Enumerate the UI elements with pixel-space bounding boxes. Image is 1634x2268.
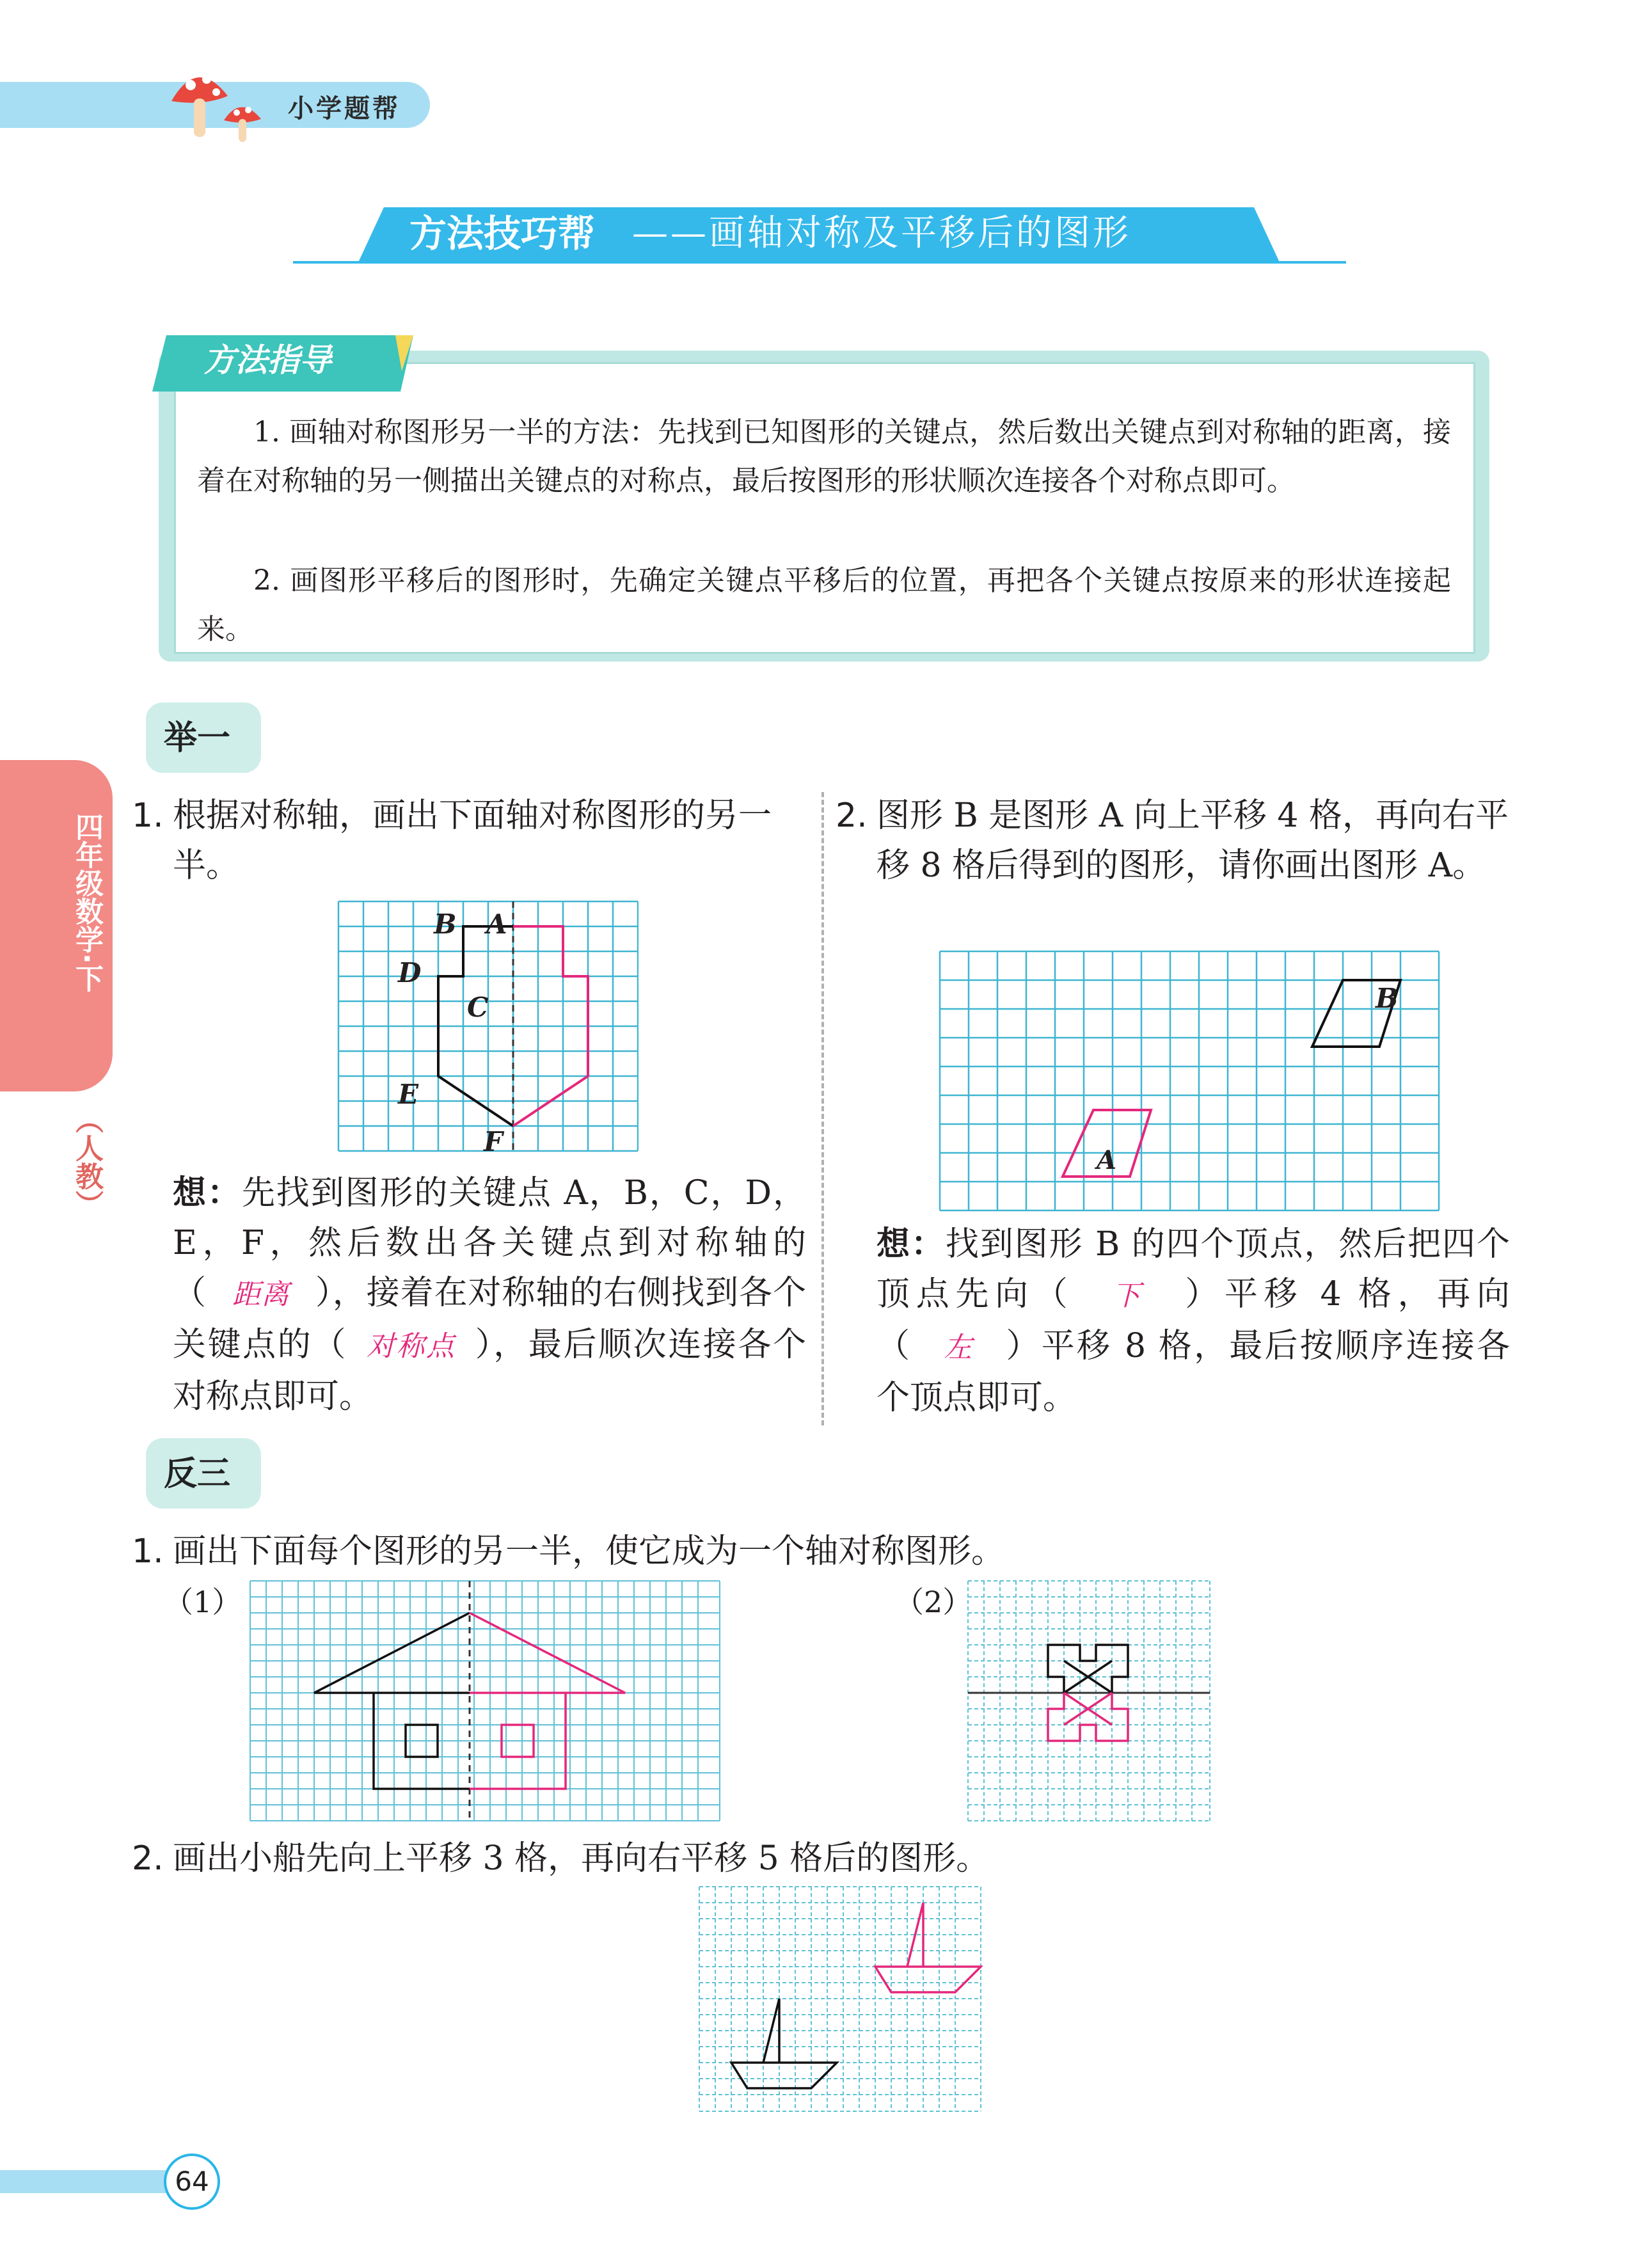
practice-butterfly-figure	[966, 1579, 1212, 1823]
practice-label: 反三	[164, 1455, 231, 1493]
hint-text-2: ）平移 4 格，再向（	[876, 1275, 1510, 1365]
answer-left: 左	[944, 1331, 974, 1364]
hint-text-3: ），最后顺次连接各个对称点即可。	[173, 1326, 806, 1416]
practice-q1-sub1: （1）	[164, 1585, 242, 1619]
q2-label-b: B	[1376, 983, 1399, 1014]
practice-house-figure	[248, 1579, 722, 1823]
title-main: 方法技巧帮	[409, 212, 596, 255]
practice-q2-text: 画出小船先向上平移 3 格，再向右平移 5 格后的图形。	[173, 1839, 990, 1878]
answer-distance: 距离	[232, 1278, 290, 1311]
q1-label-f: F	[484, 1126, 503, 1157]
title-sub: ——画轴对称及平移后的图形	[632, 212, 1131, 254]
q1-label-b: B	[434, 908, 457, 940]
hint-text-1: 先找到图形的关键点 A，B，C，D，E，F，然后数出各关键点到对称轴的（	[173, 1174, 806, 1312]
practice-boat-figure	[697, 1885, 983, 2114]
practice-q1-number: 1.	[132, 1532, 164, 1571]
hint-text-3: ）平移 8 格，最后按顺序连接各个顶点即可。	[876, 1327, 1510, 1417]
hint-text-2: ），接着在对称轴的右侧找到各个关键点的（	[173, 1274, 806, 1364]
side-tab-grade: 四年级数学·下	[70, 813, 103, 992]
practice-q2-number: 2.	[132, 1839, 164, 1878]
q1-label-e: E	[398, 1079, 419, 1110]
practice-q1-text: 画出下面每个图形的另一半，使它成为一个轴对称图形。	[173, 1532, 1005, 1571]
page-number: 64	[164, 2153, 220, 2210]
title-underline	[293, 261, 1346, 264]
q1-label-a: A	[486, 908, 507, 940]
example-q1-text: 根据对称轴，画出下面轴对称图形的另一半。	[173, 797, 772, 885]
example-label: 举一	[164, 719, 231, 757]
example-q1-number: 1.	[132, 797, 164, 835]
example-q1-hint	[173, 1168, 806, 1422]
method-text-2: 2. 画图形平移后的图形时，先确定关键点平移后的位置，再把各个关键点按原来的形状连接起来。	[197, 564, 1451, 646]
answer-symmetric-point: 对称点	[366, 1330, 456, 1363]
example-q2-number: 2.	[836, 797, 868, 835]
q1-label-c: C	[467, 992, 489, 1023]
hint-lead: 想：	[876, 1225, 946, 1264]
example-q2-hint	[876, 1219, 1510, 1423]
column-divider	[821, 792, 824, 1425]
method-text-1: 1. 画轴对称图形另一半的方法：先找到已知图形的关键点，然后数出关键点到对称轴的距离，接着在对称轴的另一侧描出关键点的对称点，最后按图形的形状顺次连接各个对称点即可。	[197, 416, 1451, 497]
example-q2-text: 图形 B 是图形 A 向上平移 4 格，再向右平移 8 格后得到的图形，请你画出图形 A。	[876, 797, 1509, 885]
hint-lead: 想：	[173, 1173, 242, 1212]
practice-q1-sub2: （2）	[894, 1585, 972, 1619]
brand-name: 小学题帮	[288, 94, 401, 123]
answer-down: 下	[1112, 1280, 1147, 1312]
example-q2-figure	[938, 949, 1441, 1213]
method-tag-label: 方法指导	[203, 342, 331, 379]
side-tab-edition: （人教）	[70, 1106, 103, 1218]
q2-label-a: A	[1097, 1145, 1117, 1175]
mushroom-logo	[165, 56, 280, 146]
hint-text-1: 找到图形 B 的四个顶点，然后把四个顶点先向（	[876, 1225, 1510, 1313]
q1-label-d: D	[398, 957, 422, 988]
